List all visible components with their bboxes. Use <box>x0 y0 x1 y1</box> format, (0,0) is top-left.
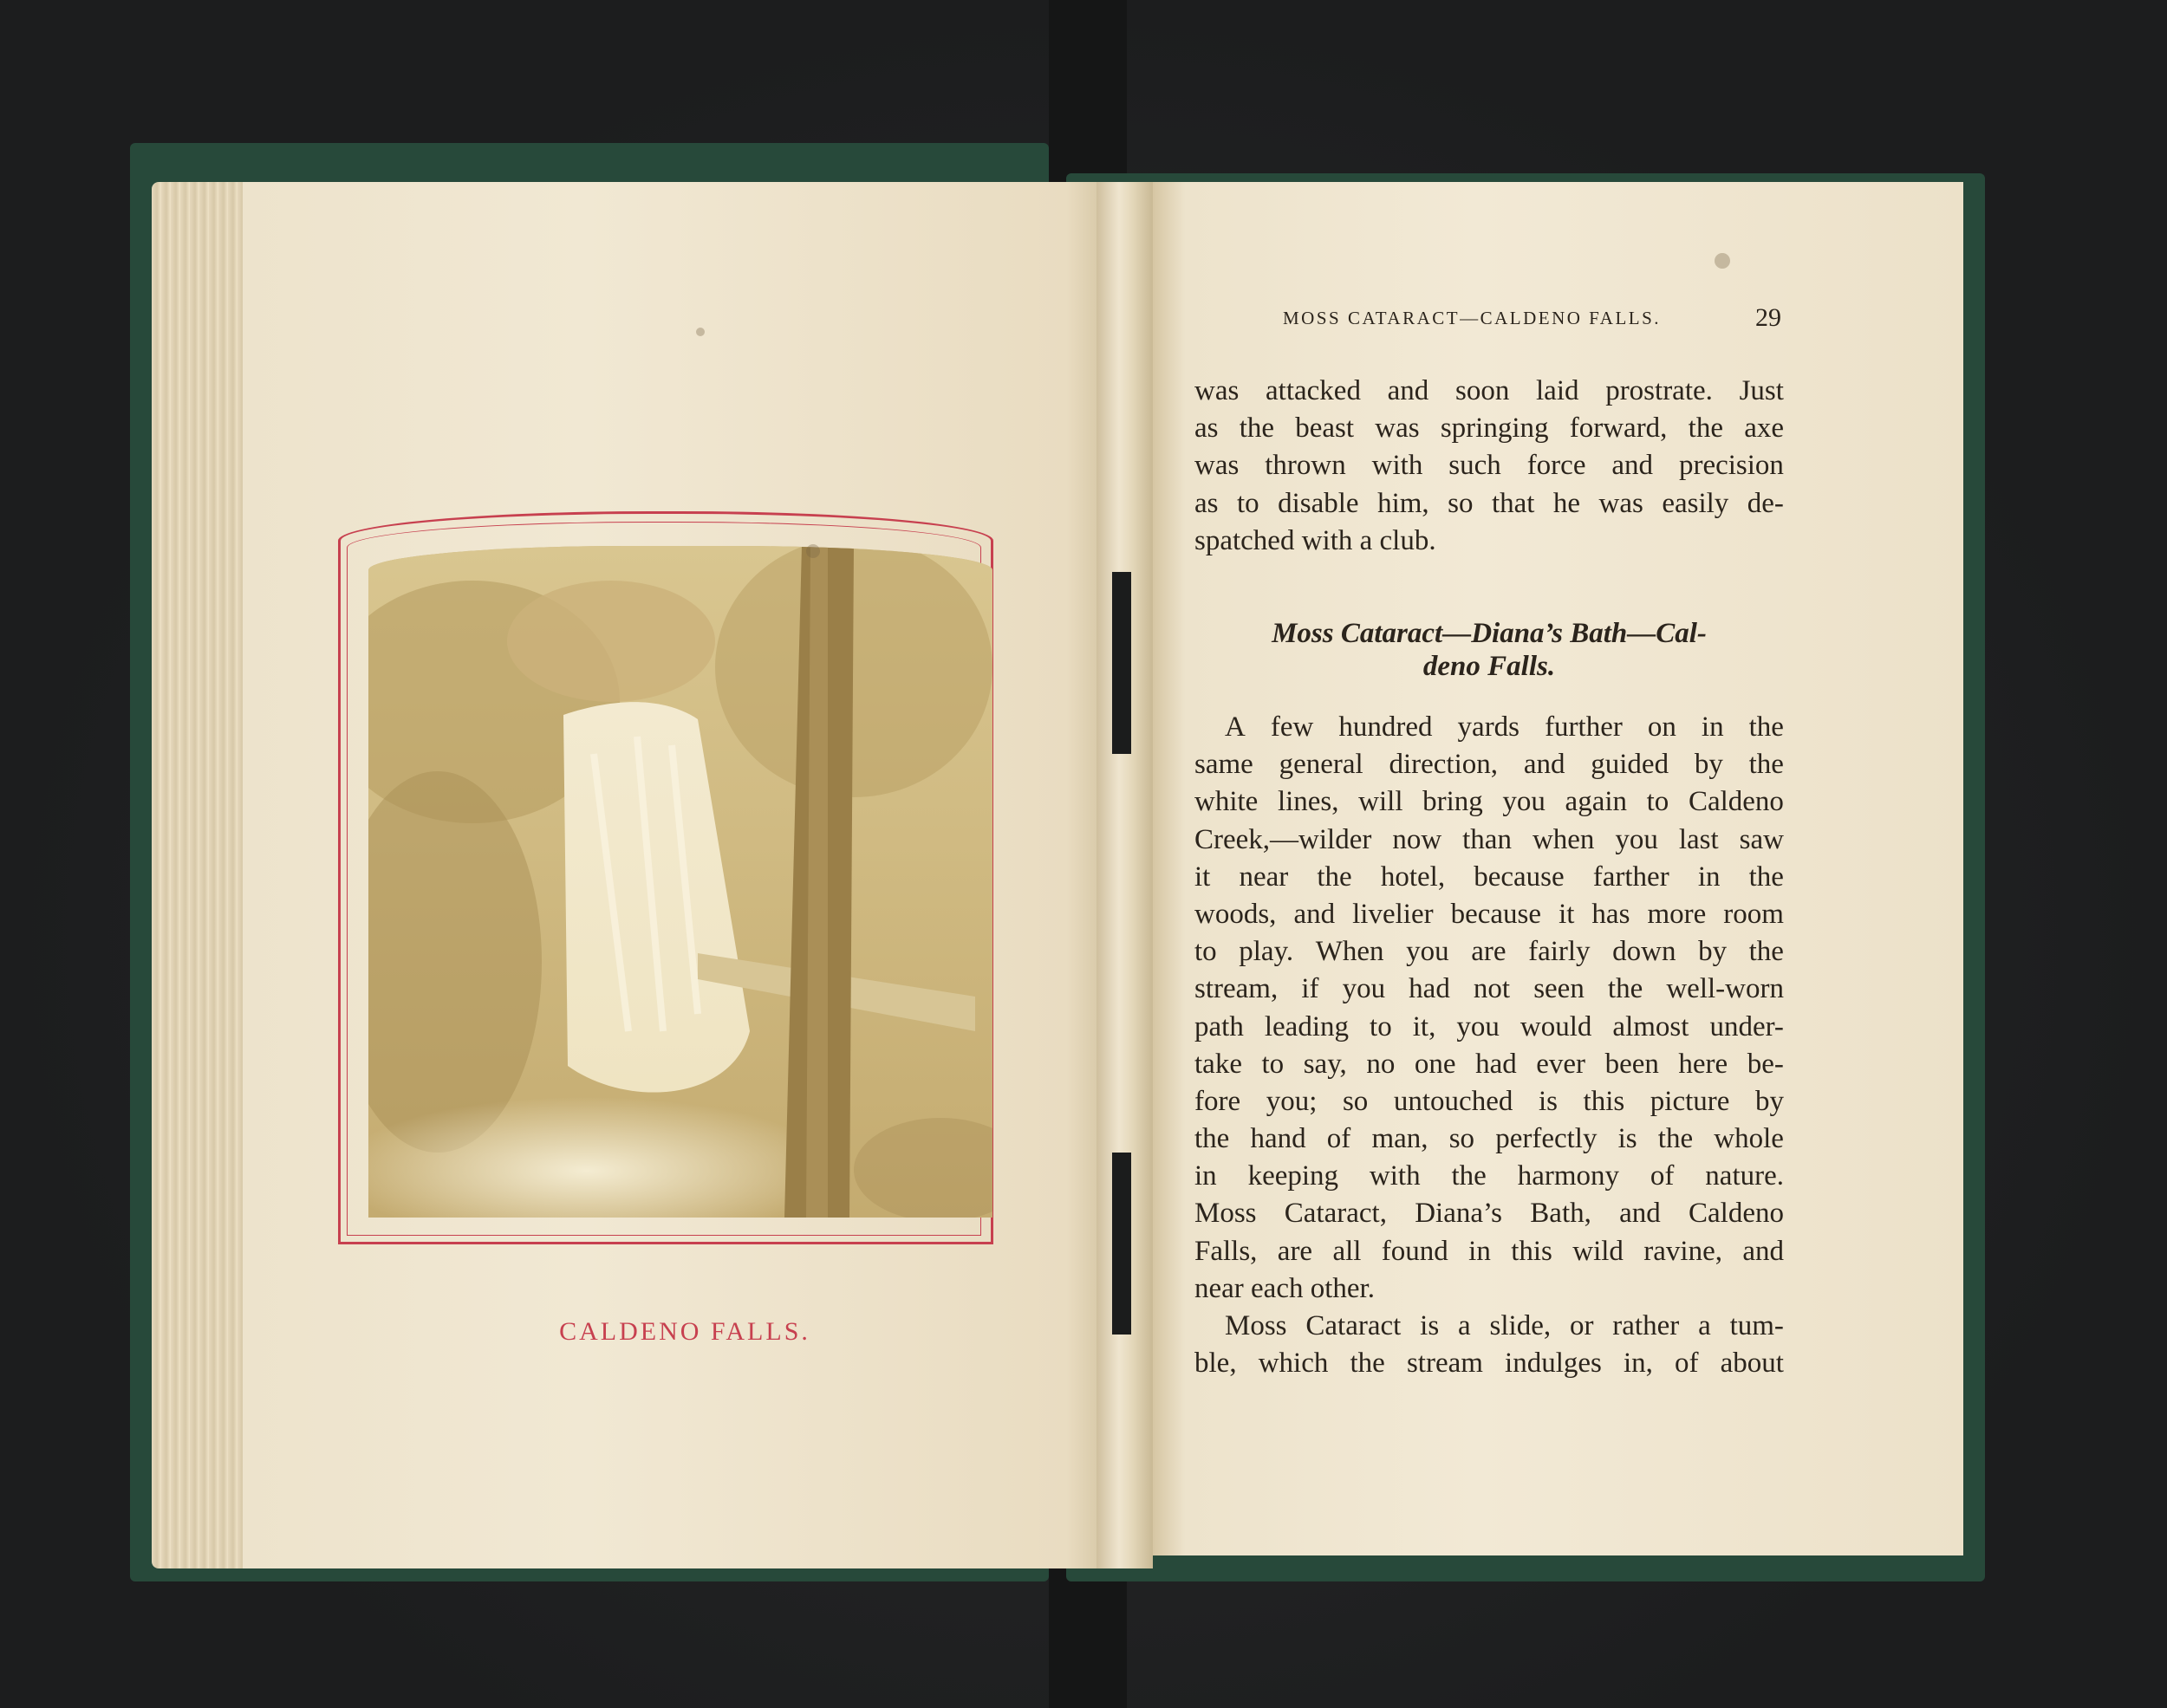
text-line: path leading to it, you would almost under- <box>1194 1010 1784 1042</box>
text-line: the hand of man, so perfectly is the whole <box>1194 1123 1784 1155</box>
text-line: Falls, are all found in this wild ravine, and <box>1194 1235 1784 1267</box>
text-line: as to disable him, so that he was easily de- <box>1194 487 1784 519</box>
paper-stain <box>806 544 820 558</box>
waterfall-photograph <box>368 546 992 1218</box>
text-line: as the beast was springing forward, the axe <box>1194 412 1784 445</box>
text-line: white lines, will bring you again to Caldeno <box>1194 786 1784 818</box>
text-line: ble, which the stream indulges in, of about <box>1194 1348 1784 1380</box>
text-line: fore you; so untouched is this picture by <box>1194 1085 1784 1117</box>
text-line: take to say, no one had ever been here be- <box>1194 1048 1784 1080</box>
text-line: near each other. <box>1194 1272 1375 1304</box>
page-edges <box>152 182 256 1568</box>
book-gutter <box>1097 182 1153 1568</box>
text-line: to play. When you are fairly down by the <box>1194 936 1784 968</box>
text-line: it near the hotel, because farther in the <box>1194 860 1784 893</box>
text-line: woods, and livelier because it has more room <box>1194 898 1784 930</box>
text-line: spatched with a club. <box>1194 524 1436 556</box>
text-line: Moss Cataract is a slide, or rather a tum- <box>1225 1310 1784 1341</box>
photo-caption: CALDENO FALLS. <box>559 1317 810 1346</box>
paragraph-2 <box>1194 709 1784 1308</box>
running-head: MOSS CATARACT—CALDENO FALLS. <box>1283 308 1662 328</box>
text-line: same general direction, and guided by the <box>1194 749 1784 781</box>
paper-stain <box>696 328 705 336</box>
section-heading-line-2: deno Falls. <box>1422 651 1556 682</box>
text-line: Creek,—wilder now than when you last saw <box>1194 823 1784 855</box>
text-line: stream, if you had not seen the well-worn <box>1194 973 1784 1005</box>
text-line: was thrown with such force and precision <box>1194 450 1784 482</box>
paragraph-3 <box>1194 1308 1784 1382</box>
text-line: was attacked and soon laid prostrate. Just <box>1194 375 1784 406</box>
page-number: 29 <box>1755 303 1781 332</box>
section-heading-line-1: Moss Cataract—Diana’s Bath—Cal- <box>1272 618 1707 649</box>
text-line: in keeping with the harmony of nature. <box>1194 1160 1784 1192</box>
text-line: A few hundred yards further on in the <box>1225 711 1784 743</box>
text-line: Moss Cataract, Diana’s Bath, and Caldeno <box>1194 1198 1784 1230</box>
paragraph-1 <box>1194 373 1784 560</box>
paper-stain <box>1715 253 1730 269</box>
